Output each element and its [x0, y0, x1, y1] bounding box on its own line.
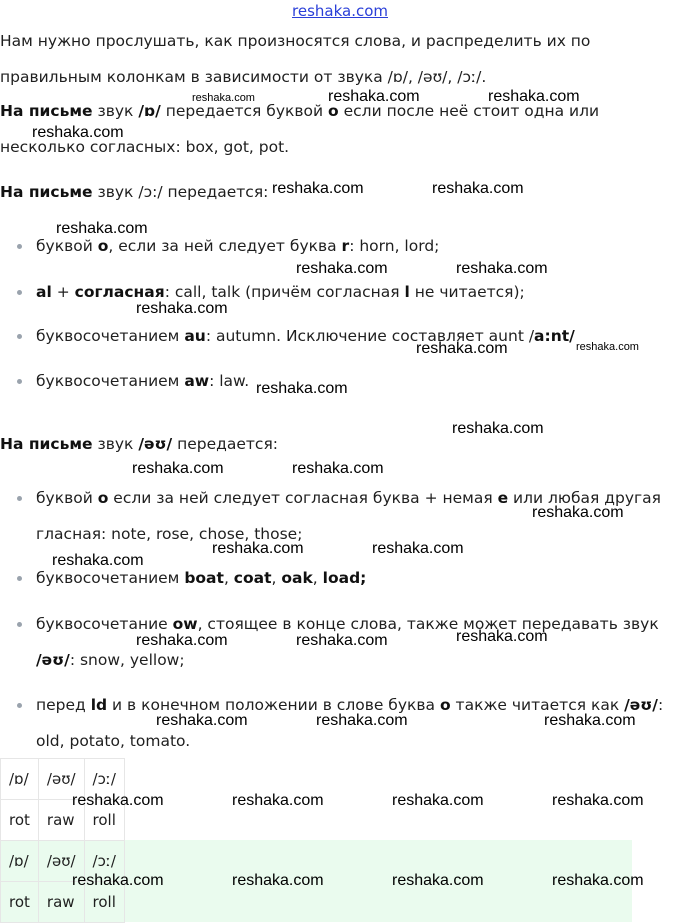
section-ou-text: звук: [92, 435, 139, 453]
watermark: reshaka.com: [52, 552, 144, 569]
item-bold: al: [36, 283, 52, 301]
list-bullet: [17, 703, 22, 708]
section-o-text-c: если после неё стоит одна или: [338, 102, 600, 120]
item-bold: oak: [281, 569, 313, 587]
item-text: : call, talk (причём согласная: [164, 283, 405, 301]
list-item-continuation: old, potato, tomato.: [36, 732, 191, 750]
section-o-sound: /ɒ/: [138, 102, 161, 120]
intro-line-1: Нам нужно прослушать, как произносятся слова, и распределить их по: [0, 32, 591, 50]
section-aw-lead: На письме: [0, 183, 93, 201]
watermark: reshaka.com: [488, 88, 580, 105]
intro-line-2: правильным колонкам в зависимости от звука /ɒ/, /əʊ/, /ɔː/.: [0, 68, 487, 86]
table-cell: roll: [84, 800, 124, 841]
item-bold: ow: [172, 615, 198, 633]
section-o-line-2: несколько согласных: box, got, pot.: [0, 138, 290, 156]
watermark: reshaka.com: [296, 632, 388, 649]
table-cell: raw: [38, 800, 84, 841]
watermark: reshaka.com: [72, 792, 164, 809]
item-bold: l: [404, 283, 410, 301]
list-item: [36, 282, 680, 302]
item-text: ,: [312, 569, 323, 587]
item-bold: coat: [233, 569, 272, 587]
item-text: : autumn. Исключение составляет aunt /: [205, 327, 535, 345]
list-bullet: [17, 496, 22, 501]
item-bold: /əʊ/: [624, 696, 658, 714]
watermark: reshaka.com: [416, 340, 508, 357]
watermark: reshaka.com: [456, 628, 548, 645]
item-text: , если за ней следует буква: [108, 237, 342, 255]
list-bullet: [17, 290, 22, 295]
item-bold: е: [497, 489, 509, 507]
table-cell: rot: [1, 800, 39, 841]
item-text: +: [51, 283, 75, 301]
item-text: : law.: [209, 372, 250, 390]
item-text: перед: [36, 696, 91, 714]
watermark: reshaka.com: [136, 300, 228, 317]
item-bold: /əʊ/: [36, 651, 70, 669]
item-bold: r: [341, 237, 350, 255]
section-o-text-b: передается буквой: [160, 102, 329, 120]
item-text: также читается как: [450, 696, 625, 714]
item-bold: au: [184, 327, 206, 345]
section-o-letter: о: [328, 102, 339, 120]
watermark: reshaka.com: [296, 260, 388, 277]
item-text: буквосочетание: [36, 615, 173, 633]
item-bold: о: [439, 696, 451, 714]
item-text: буквой: [36, 489, 98, 507]
list-item: [36, 371, 680, 391]
item-text: ,: [223, 569, 234, 587]
list-bullet: [17, 244, 22, 249]
watermark: reshaka.com: [72, 872, 164, 889]
item-text: буквой: [36, 237, 98, 255]
item-bold: aw: [184, 372, 210, 390]
item-text: если за ней следует согласная буква + немая: [108, 489, 498, 507]
watermark: reshaka.com: [32, 124, 124, 141]
watermark: reshaka.com: [56, 220, 148, 237]
watermark: reshaka.com: [552, 872, 644, 889]
watermark: reshaka.com: [232, 872, 324, 889]
section-aw-text: звук: [92, 183, 139, 201]
list-item-continuation: гласная: note, rose, chose, those;: [36, 525, 303, 543]
watermark: reshaka.com: [328, 88, 420, 105]
watermark: reshaka.com: [136, 632, 228, 649]
list-item: [36, 568, 680, 588]
item-text: буквосочетанием: [36, 569, 185, 587]
table-header-cell: /əʊ/: [38, 759, 84, 800]
watermark: reshaka.com: [544, 712, 636, 729]
section-o-text-a: звук: [92, 102, 139, 120]
list-item: [36, 236, 680, 256]
watermark: reshaka.com: [256, 380, 348, 397]
item-text: буквосочетанием: [36, 372, 185, 390]
list-item-continuation: [36, 650, 680, 670]
watermark: reshaka.com: [456, 260, 548, 277]
watermark: reshaka.com: [292, 460, 384, 477]
table-header-cell: /ɒ/: [1, 759, 39, 800]
watermark: reshaka.com: [272, 180, 364, 197]
item-text: : horn, lord;: [349, 237, 440, 255]
table-cell: roll: [84, 882, 124, 923]
watermark: reshaka.com: [316, 712, 408, 729]
section-ou-text-2: передается:: [172, 435, 278, 453]
list-bullet: [17, 379, 22, 384]
site-link[interactable]: reshaka.com: [292, 2, 388, 20]
item-text: буквосочетанием: [36, 327, 185, 345]
list-bullet: [17, 334, 22, 339]
item-bold: a:nt/: [534, 327, 575, 345]
watermark: reshaka.com: [192, 92, 255, 104]
item-bold: load;: [322, 569, 367, 587]
watermark: reshaka.com: [212, 540, 304, 557]
watermark: reshaka.com: [552, 792, 644, 809]
item-text: и в конечном положении в слове буква: [107, 696, 440, 714]
table-header-cell: /ɔː/: [84, 759, 124, 800]
table-cell: rot: [1, 882, 39, 923]
section-aw-text-2: передается:: [162, 183, 269, 201]
section-o-lead: На письме: [0, 102, 93, 120]
watermark: reshaka.com: [156, 712, 248, 729]
table-header-cell: /ɒ/: [1, 841, 39, 882]
item-text: или любая другая: [508, 489, 661, 507]
item-text: , стоящее в конце слова, также может передавать звук: [197, 615, 659, 633]
watermark: reshaka.com: [576, 341, 639, 353]
item-bold: ld: [90, 696, 108, 714]
watermark: reshaka.com: [132, 460, 224, 477]
item-text: не читается);: [409, 283, 525, 301]
section-ou-sound: /əʊ/: [138, 435, 173, 453]
table-header-cell: /ɔː/: [84, 841, 124, 882]
watermark: reshaka.com: [392, 872, 484, 889]
item-text: : snow, yellow;: [69, 651, 185, 669]
section-ou-heading: [0, 434, 680, 454]
list-bullet: [17, 622, 22, 627]
item-bold: о: [97, 237, 109, 255]
table-header-cell: /əʊ/: [38, 841, 84, 882]
watermark: reshaka.com: [392, 792, 484, 809]
list-bullet: [17, 576, 22, 581]
section-ou-lead: На письме: [0, 435, 93, 453]
item-bold: boat: [184, 569, 224, 587]
watermark: reshaka.com: [372, 540, 464, 557]
list-item: [36, 614, 680, 634]
item-text: ,: [271, 569, 282, 587]
watermark: reshaka.com: [232, 792, 324, 809]
item-bold: о: [97, 489, 109, 507]
watermark: reshaka.com: [532, 504, 624, 521]
watermark: reshaka.com: [432, 180, 524, 197]
item-bold: согласная: [74, 283, 165, 301]
item-text: :: [657, 696, 664, 714]
watermark: reshaka.com: [452, 420, 544, 437]
section-aw-sound: /ɔ:/: [138, 183, 163, 201]
table-cell: raw: [38, 882, 84, 923]
